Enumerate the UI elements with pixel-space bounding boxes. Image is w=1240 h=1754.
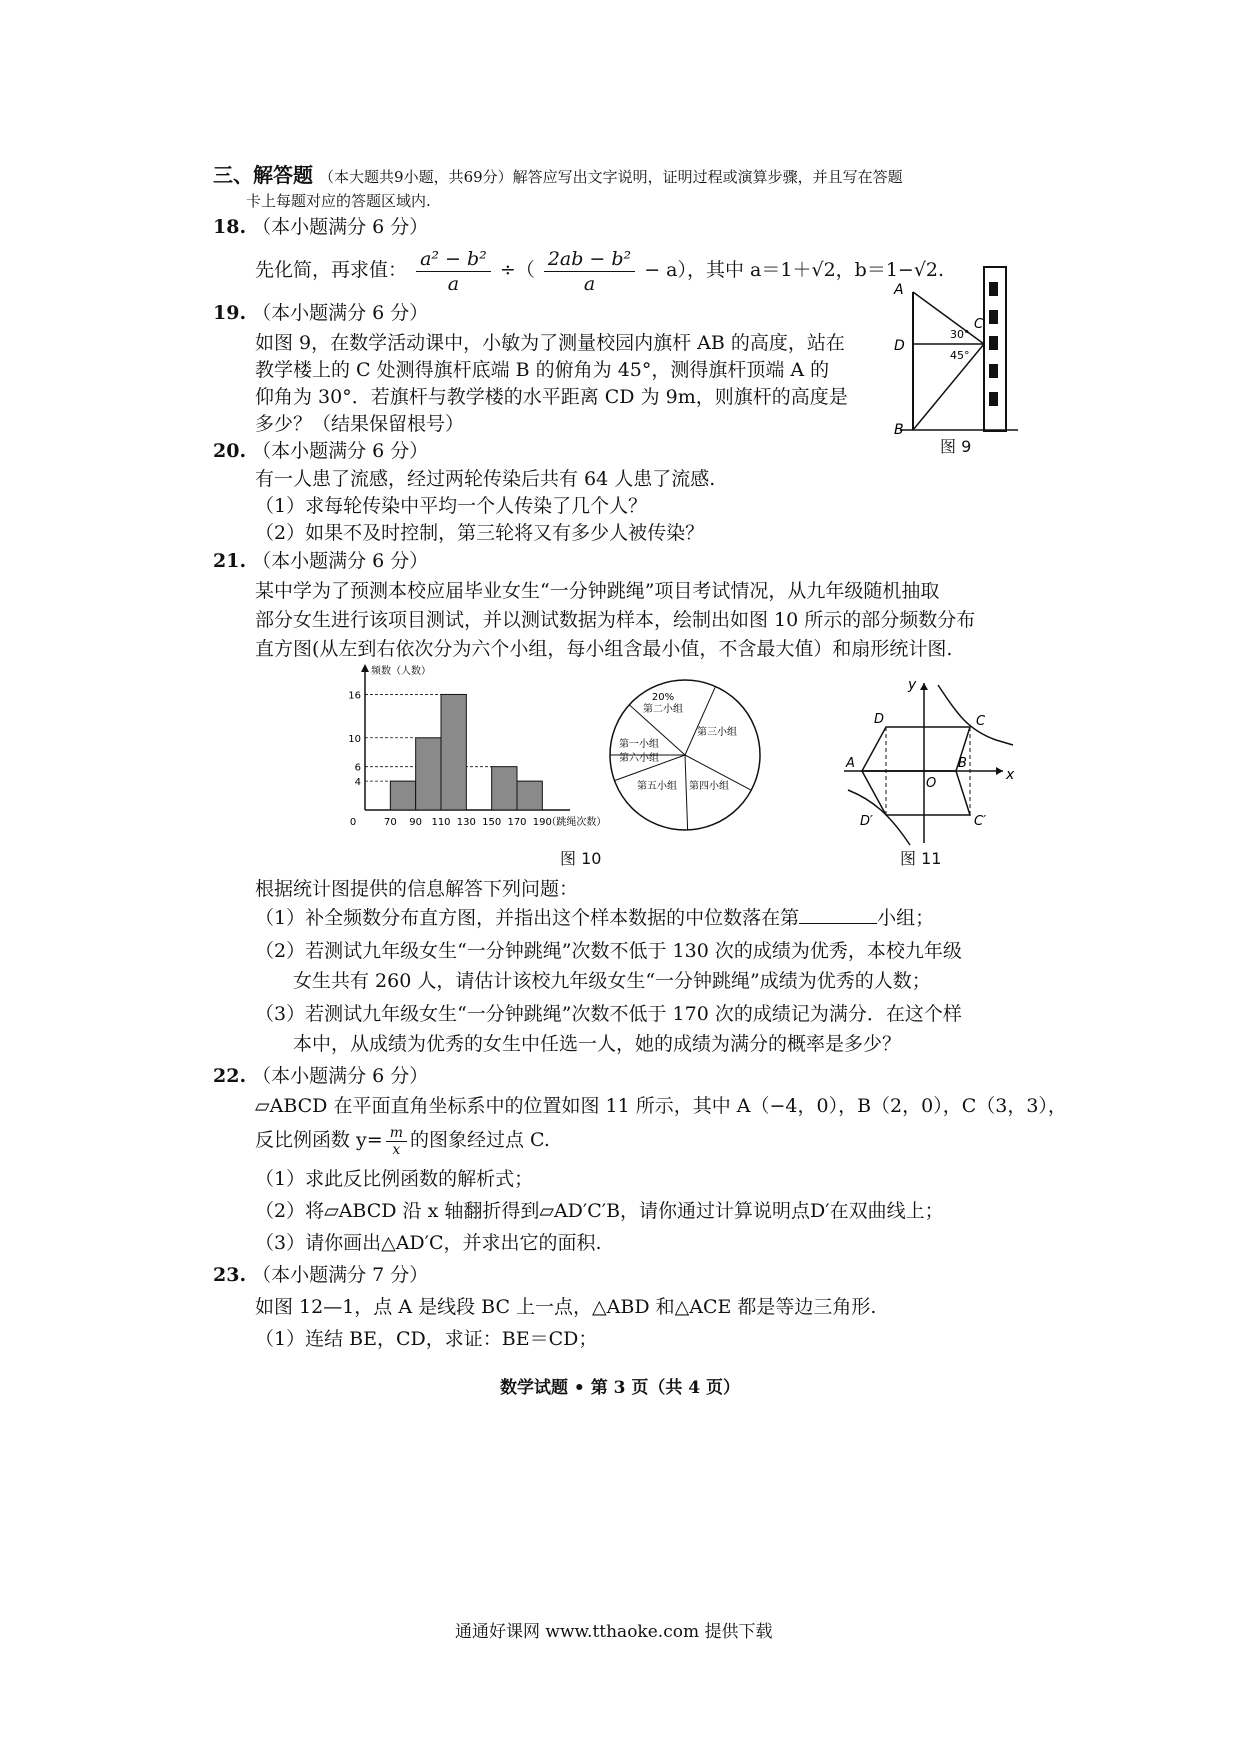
q22-func-suffix: 的图象经过点 C.	[409, 1129, 550, 1151]
q18-mid: ÷（	[499, 259, 535, 281]
q18-number: 18.	[213, 216, 247, 238]
q22-fraction	[386, 1125, 407, 1158]
site-footer: 通通好课网 www.tthaoke.com 提供下载	[455, 1622, 773, 1642]
hist-y-tick: 10	[348, 733, 361, 745]
hist-x-tick: 0	[349, 817, 357, 828]
window-4	[989, 364, 998, 378]
fig11-label-d-prime: D′	[860, 814, 873, 829]
q18-fraction-1	[416, 247, 491, 296]
q20-part1: （1）求每轮传染中平均一个人传染了几个人？	[255, 495, 648, 517]
fig11-label-b: B	[958, 756, 967, 771]
figure-9	[890, 262, 1030, 442]
fig11-label-o: O	[926, 776, 937, 791]
hist-y-tick: 4	[354, 777, 361, 789]
q19-text-line1: 如图 9，在数学活动课中，小敏为了测量校园内旗杆 AB 的高度，站在	[255, 332, 845, 354]
q22-func-prefix: 反比例函数 y=	[255, 1129, 383, 1151]
figure-9-caption: 图 9	[940, 437, 972, 456]
fig11-label-d: D	[874, 712, 885, 727]
hist-x-tick: 110	[431, 817, 451, 828]
q22-score: （本小题满分 6 分）	[252, 1065, 429, 1087]
q21-part3-line1: （3）若测试九年级女生“一分钟跳绳”次数不低于 170 次的成绩记为满分．在这个样	[255, 1003, 962, 1025]
parallelogram-abcd	[862, 727, 970, 771]
hist-y-tick: 6	[354, 762, 361, 774]
line-cb	[913, 344, 984, 430]
fig9-label-c: C	[974, 317, 984, 332]
fig9-label-d: D	[894, 338, 905, 354]
q19-heading	[213, 300, 428, 326]
q18-frac1-num: a² − b²	[416, 247, 491, 272]
hist-x-label: （跳绳次数）	[546, 817, 607, 828]
q18-frac1-den: a	[447, 272, 460, 295]
figure-10-caption: 图 10	[560, 849, 602, 868]
pie-slice-divider	[685, 755, 688, 830]
pie-slice-label: 第六小组	[619, 753, 659, 764]
fig9-angle-45: 45°	[950, 349, 970, 362]
pie-chart	[605, 675, 765, 835]
q21-part2-line1: （2）若测试九年级女生“一分钟跳绳”次数不低于 130 次的成绩为优秀，本校九年级	[255, 940, 962, 962]
hist-x-tick: 70	[383, 817, 397, 828]
window-5	[989, 392, 998, 406]
q20-part2: （2）如果不及时控制，第三轮将又有多少人被传染？	[255, 522, 705, 544]
hist-x-tick: 170	[507, 817, 527, 828]
q22-part3: （3）请你画出△AD′C，并求出它的面积.	[255, 1232, 602, 1254]
pie-slice-label: 第三小组	[697, 727, 737, 738]
fig11-label-a: A	[846, 756, 855, 771]
fig11-label-x: x	[1006, 767, 1015, 783]
hyperbola-branch-2	[848, 790, 910, 845]
q21-part1-end: 小组；	[877, 907, 935, 929]
q23-part1: （1）连结 BE，CD，求证：BE＝CD；	[255, 1328, 598, 1350]
q22-part1: （1）求此反比例函数的解析式；	[255, 1168, 534, 1190]
fig9-label-a: A	[894, 282, 904, 298]
pie-slice-label: 第四小组	[689, 781, 729, 792]
fig9-angle-30: 30°	[950, 328, 970, 341]
hist-x-tick: 150	[482, 817, 502, 828]
q21-text-line3: 直方图(从左到右依次分为六个小组，每小组含最小值，不含最大值）和扇形统计图.	[255, 638, 953, 660]
pie-slice-label: 第一小组	[619, 739, 659, 750]
hist-bar	[492, 767, 517, 810]
q21-heading	[213, 548, 428, 574]
q18-heading	[213, 214, 428, 240]
q22-text-line1: ▱ABCD 在平面直角坐标系中的位置如图 11 所示，其中 A（−4，0），B（2，0），C（3，3），	[255, 1095, 1067, 1117]
q23-number: 23.	[213, 1264, 247, 1286]
q18-frac2-den: a	[583, 272, 596, 295]
q21-text-line1: 某中学为了预测本校应届毕业女生“一分钟跳绳”项目考试情况，从九年级随机抽取	[255, 580, 940, 602]
page-number-footer: 数学试题 • 第 3 页（共 4 页）	[500, 1378, 741, 1398]
hist-y-tick: 16	[348, 690, 361, 702]
q20-heading	[213, 438, 428, 464]
fig9-label-b: B	[894, 422, 904, 438]
q18-prefix: 先化简，再求值：	[255, 259, 408, 281]
pie-slice-value: 20%	[651, 692, 675, 703]
x-axis-arrow-icon	[996, 767, 1003, 775]
section-header	[213, 162, 903, 190]
window-2	[989, 310, 998, 324]
hist-bar	[441, 694, 466, 810]
q18-fraction-2	[544, 247, 635, 296]
q23-heading	[213, 1262, 428, 1288]
q22-frac-num: m	[386, 1125, 407, 1142]
hist-bar	[416, 738, 441, 810]
q20-number: 20.	[213, 440, 247, 462]
section-note-continued: 卡上每题对应的答题区域内.	[246, 192, 431, 210]
hist-y-label: 频数（人数）	[371, 666, 431, 677]
q21-text-line2: 部分女生进行该项目测试，并以测试数据为样本，绘制出如图 10 所示的部分频数分布	[255, 609, 976, 631]
window-3	[989, 336, 998, 350]
q23-score: （本小题满分 7 分）	[252, 1264, 429, 1286]
hist-y-arrow-icon	[361, 664, 369, 672]
hist-x-tick: 130	[456, 817, 476, 828]
q20-score: （本小题满分 6 分）	[252, 440, 429, 462]
pie-slice-label: 第二小组	[643, 704, 683, 715]
q22-text-line2	[255, 1120, 550, 1160]
q19-text-line4: 多少？（结果保留根号）	[255, 413, 465, 435]
hist-bar	[517, 781, 542, 810]
pie-slice-divider	[685, 686, 716, 755]
histogram-chart	[330, 660, 607, 840]
figure-11	[838, 675, 1018, 850]
q20-text: 有一人患了流感，经过两轮传染后共有 64 人患了流感.	[255, 468, 716, 490]
q22-part2: （2）将▱ABCD 沿 x 轴翻折得到▱AD′C′B，请你通过计算说明点D′在双曲线上；	[255, 1200, 944, 1222]
q18-score: （本小题满分 6 分）	[252, 216, 429, 238]
hist-x-tick: 190	[532, 817, 552, 828]
pie-slice-label: 第五小组	[637, 781, 677, 792]
figure-11-caption: 图 11	[900, 849, 942, 868]
q21-part1-text: （1）补全频数分布直方图，并指出这个样本数据的中位数落在第	[255, 907, 800, 929]
fig11-label-y: y	[908, 677, 917, 693]
q18-expression	[255, 244, 944, 296]
q21-part3-line2: 本中，从成绩为优秀的女生中任选一人，她的成绩为满分的概率是多少？	[293, 1033, 902, 1055]
q21-part2-line2: 女生共有 260 人，请估计该校九年级女生“一分钟跳绳”成绩为优秀的人数；	[293, 970, 931, 992]
q18-tail: − a），其中 a＝1＋√2，b＝1−√2.	[644, 259, 945, 281]
q21-answer-blank[interactable]	[799, 905, 877, 924]
q19-number: 19.	[213, 302, 247, 324]
section-title: 三、解答题	[213, 163, 313, 187]
q21-after-text: 根据统计图提供的信息解答下列问题：	[255, 878, 579, 900]
fig11-label-c: C	[976, 714, 986, 729]
q21-score: （本小题满分 6 分）	[252, 550, 429, 572]
q19-text-line3: 仰角为 30°．若旗杆与教学楼的水平距离 CD 为 9m，则旗杆的高度是	[255, 386, 848, 408]
section-note: （本大题共9小题，共69分）解答应写出文字说明，证明过程或演算步骤，并且写在答题	[319, 168, 903, 186]
q22-number: 22.	[213, 1065, 247, 1087]
q21-number: 21.	[213, 550, 247, 572]
q21-part1	[255, 905, 934, 931]
hist-x-tick: 90	[409, 817, 423, 828]
q18-frac2-num: 2ab − b²	[544, 247, 635, 272]
q22-heading	[213, 1063, 428, 1089]
window-1	[989, 282, 998, 296]
hist-bar	[390, 781, 415, 810]
fig11-label-c-prime: C′	[974, 814, 987, 829]
q19-text-line2: 教学楼上的 C 处测得旗杆底端 B 的俯角为 45°，测得旗杆顶端 A 的	[255, 359, 830, 381]
q23-text: 如图 12—1，点 A 是线段 BC 上一点，△ABD 和△ACE 都是等边三角形.	[255, 1296, 877, 1318]
y-axis-arrow-icon	[920, 683, 928, 690]
q22-frac-den: x	[392, 1141, 401, 1158]
q19-score: （本小题满分 6 分）	[252, 302, 429, 324]
